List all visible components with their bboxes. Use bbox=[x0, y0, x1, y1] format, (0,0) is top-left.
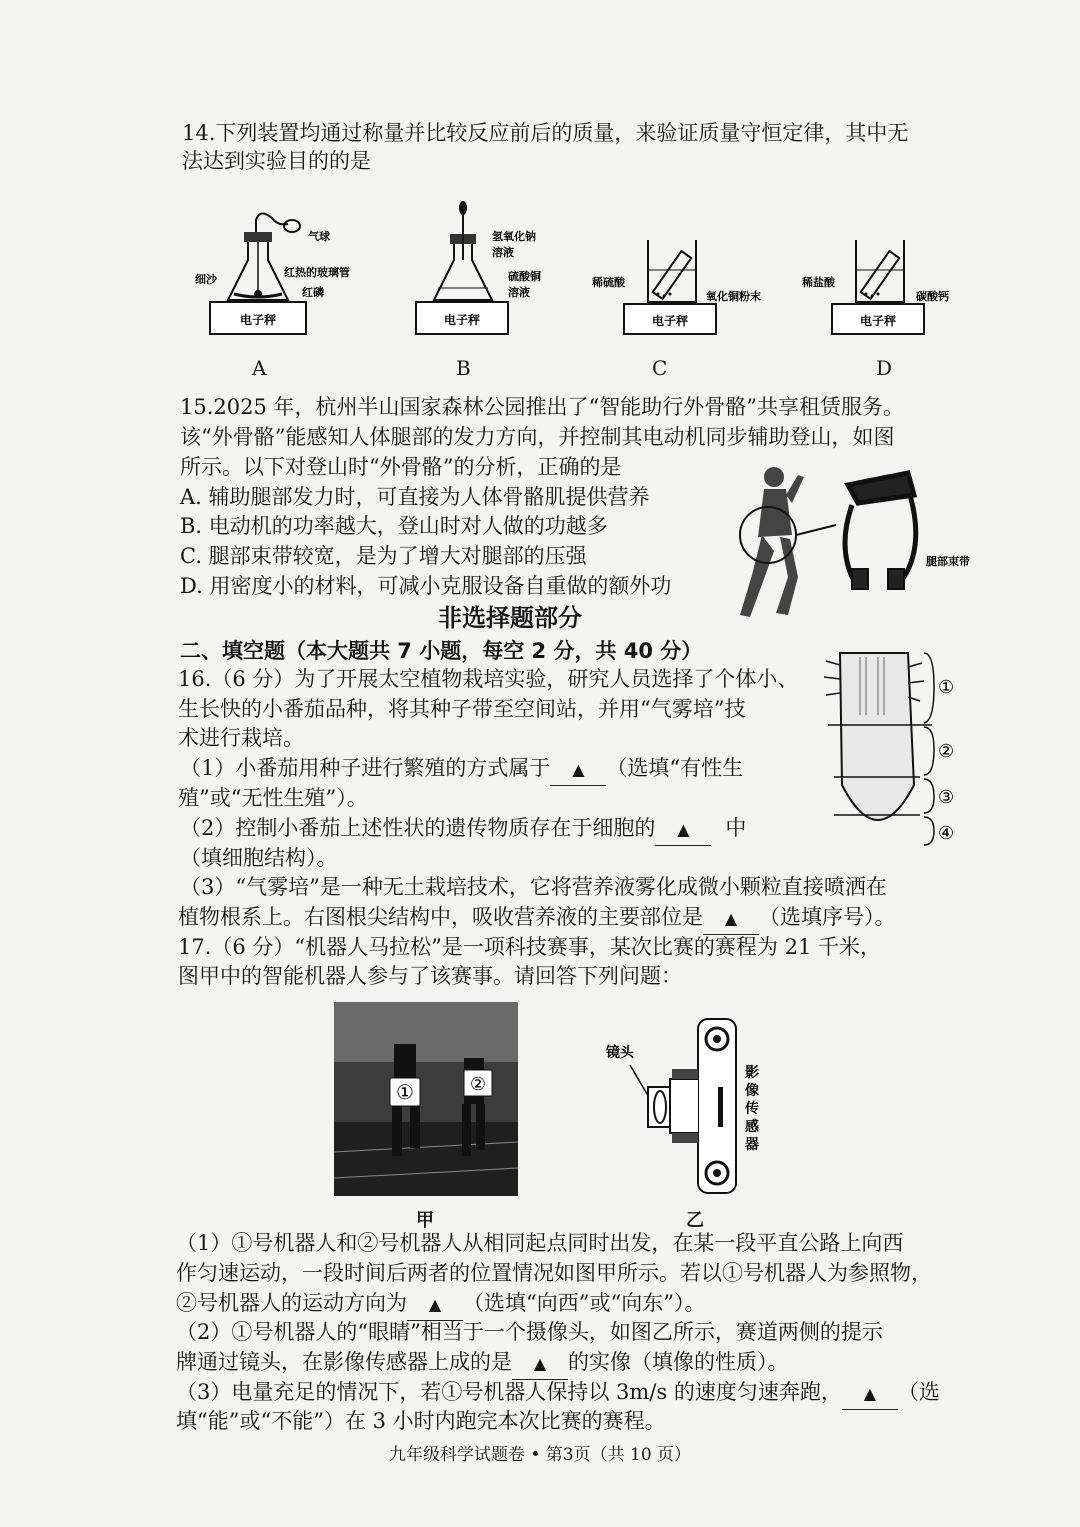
glass-tube-label: 红热的玻璃管 bbox=[284, 266, 350, 279]
q15-option-a: A. 辅助腿部发力时，可直接为人体骨骼肌提供营养 bbox=[180, 485, 650, 509]
q17-part3-line1: （3）电量充足的情况下，若①号机器人保持以 3m/s 的速度匀速奔跑， ▲ （选 bbox=[176, 1377, 940, 1410]
exoskeleton-figure bbox=[728, 455, 988, 625]
leg-strap-label: 腿部束带 bbox=[926, 555, 970, 568]
phosphorus-label: 红磷 bbox=[302, 286, 324, 299]
sand-label: 细沙 bbox=[195, 273, 217, 286]
q16-part3-line2: 植物根系上。右图根尖结构中，吸收营养液的主要部位是 ▲ （选填序号）。 bbox=[178, 902, 896, 935]
svg-text:器: 器 bbox=[745, 1137, 759, 1153]
answer-blank[interactable]: ▲ bbox=[407, 1288, 463, 1321]
answer-blank[interactable]: ▲ bbox=[550, 753, 606, 786]
dilute-h2so4-label: 稀硫酸 bbox=[592, 276, 625, 289]
q17-stem-line1: 17.（6 分）“机器人马拉松”是一项科技赛事，某次比赛的赛程为 21 千米， bbox=[178, 935, 881, 959]
q17-part2-line1: （2）①号机器人的“眼睛”相当于一个摄像头，如图乙所示，赛道两侧的提示 bbox=[176, 1320, 883, 1344]
cuo-powder-label: 氧化铜粉末 bbox=[706, 290, 761, 303]
q16-part1-line1: （1）小番茄用种子进行繁殖的方式属于 ▲ （选填“有性生 bbox=[180, 753, 743, 786]
svg-text:电子秤: 电子秤 bbox=[651, 314, 689, 328]
cuso4-label: 硫酸铜 bbox=[508, 270, 541, 283]
sensor-label: 影 bbox=[745, 1065, 759, 1081]
q15-option-c: C. 腿部束带较宽，是为了增大对腿部的压强 bbox=[180, 544, 587, 568]
camera-diagram bbox=[600, 1015, 770, 1200]
q14-apparatus-figure bbox=[180, 200, 980, 350]
q17-part1-line1: （1）①号机器人和②号机器人从相同起点同时出发，在某一段平直公路上向西 bbox=[176, 1231, 904, 1255]
q17-stem-line2: 图甲中的智能机器人参与了该赛事。请回答下列问题： bbox=[178, 964, 682, 988]
apparatus-a bbox=[195, 213, 350, 334]
caco3-label: 碳酸钙 bbox=[916, 290, 949, 303]
dilute-hcl-label: 稀盐酸 bbox=[802, 276, 835, 289]
robot-bib-1: ① bbox=[396, 1080, 414, 1104]
q16-stem-line2: 生长快的小番茄品种，将其种子带至空间站，并用“气雾培”技 bbox=[178, 697, 746, 721]
q15-stem-line2: 该“外骨骼”能感知人体腿部的发力方向，并控制其电动机同步辅助登山，如图 bbox=[180, 425, 895, 449]
balloon-label: 气球 bbox=[308, 230, 330, 243]
section-title: 非选择题部分 bbox=[438, 604, 582, 632]
q14-stem-line1: 14.下列装置均通过称量并比较反应前后的质量，来验证质量守恒定律，其中无 bbox=[182, 121, 909, 145]
apparatus-d bbox=[801, 240, 949, 334]
q14-stem-line2: 法达到实验目的的是 bbox=[182, 149, 371, 173]
q17-part2-line2: 牌通过镜头，在影像传感器上成的是 ▲ 的实像（填像的性质）。 bbox=[176, 1347, 789, 1380]
page-footer: 九年级科学试题卷 • 第3页（共 10 页） bbox=[388, 1445, 692, 1465]
q15-option-b: B. 电动机的功率越大，登山时对人做的功越多 bbox=[180, 514, 608, 538]
robot-bib-2: ② bbox=[469, 1074, 487, 1095]
lens-label: 镜头 bbox=[606, 1045, 634, 1061]
svg-text:传: 传 bbox=[745, 1101, 759, 1117]
apparatus-c bbox=[591, 240, 761, 334]
answer-blank[interactable]: ▲ bbox=[842, 1377, 898, 1410]
option-label-c: C bbox=[652, 356, 668, 380]
q16-part2-line2: （填细胞结构）。 bbox=[180, 846, 338, 870]
part2-heading: 二、填空题（本大题共 7 小题，每空 2 分，共 40 分） bbox=[180, 639, 703, 663]
q17-part3-line2: 填“能”或“不能”）在 3 小时内跑完本次比赛的赛程。 bbox=[176, 1409, 666, 1433]
q16-part2-line1: （2）控制小番茄上述性状的遗传物质存在于细胞的 ▲ 中 bbox=[180, 813, 746, 846]
q16-stem-line3: 术进行栽培。 bbox=[178, 726, 304, 750]
option-label-b: B bbox=[456, 356, 471, 380]
option-label-d: D bbox=[876, 356, 893, 380]
figure-label-jia: 甲 bbox=[416, 1210, 434, 1231]
apparatus-b bbox=[416, 201, 541, 334]
q17-part1-line2: 作匀速运动，一段时间后两者的位置情况如图甲所示。若以①号机器人为参照物， bbox=[176, 1261, 932, 1285]
option-label-a: A bbox=[252, 356, 267, 380]
root-zone-mark: ② bbox=[938, 741, 955, 762]
q15-option-d: D. 用密度小的材料，可减小克服设备自重做的额外功 bbox=[180, 574, 672, 598]
q15-stem-line3: 所示。以下对登山时“外骨骼”的分析，正确的是 bbox=[180, 455, 622, 479]
svg-text:溶液: 溶液 bbox=[492, 246, 514, 259]
robot-marathon-photo bbox=[334, 1002, 518, 1196]
q16-part1-line2: 殖”或“无性生殖”）。 bbox=[178, 786, 368, 810]
root-zone-mark: ③ bbox=[938, 787, 955, 808]
svg-text:电子秤: 电子秤 bbox=[859, 314, 897, 328]
scale-label: 电子秤 bbox=[239, 313, 277, 327]
q16-part3-line1: （3）“气雾培”是一种无土栽培技术，它将营养液雾化成微小颗粒直接喷洒在 bbox=[180, 875, 887, 899]
svg-text:电子秤: 电子秤 bbox=[443, 313, 481, 327]
root-tip-figure bbox=[820, 645, 965, 860]
svg-text:溶液: 溶液 bbox=[508, 286, 530, 299]
answer-blank[interactable]: ▲ bbox=[655, 813, 711, 846]
root-zone-mark: ④ bbox=[938, 823, 955, 844]
svg-text:像: 像 bbox=[745, 1083, 759, 1099]
q16-stem-line1: 16.（6 分）为了开展太空植物栽培实验，研究人员选择了个体小、 bbox=[178, 667, 799, 691]
naoh-label: 氢氧化钠 bbox=[492, 230, 536, 243]
svg-text:感: 感 bbox=[745, 1119, 759, 1135]
figure-label-yi: 乙 bbox=[686, 1210, 704, 1231]
answer-blank[interactable]: ▲ bbox=[703, 902, 759, 935]
answer-blank[interactable]: ▲ bbox=[512, 1347, 568, 1380]
q17-part1-line3: ②号机器人的运动方向为 ▲ （选填“向西”或“向东”）。 bbox=[176, 1288, 705, 1321]
q15-stem-line1: 15.2025 年，杭州半山国家森林公园推出了“智能助行外骨骼”共享租赁服务。 bbox=[180, 395, 904, 419]
exoskeleton-device bbox=[845, 473, 916, 589]
root-zone-mark: ① bbox=[938, 677, 955, 698]
